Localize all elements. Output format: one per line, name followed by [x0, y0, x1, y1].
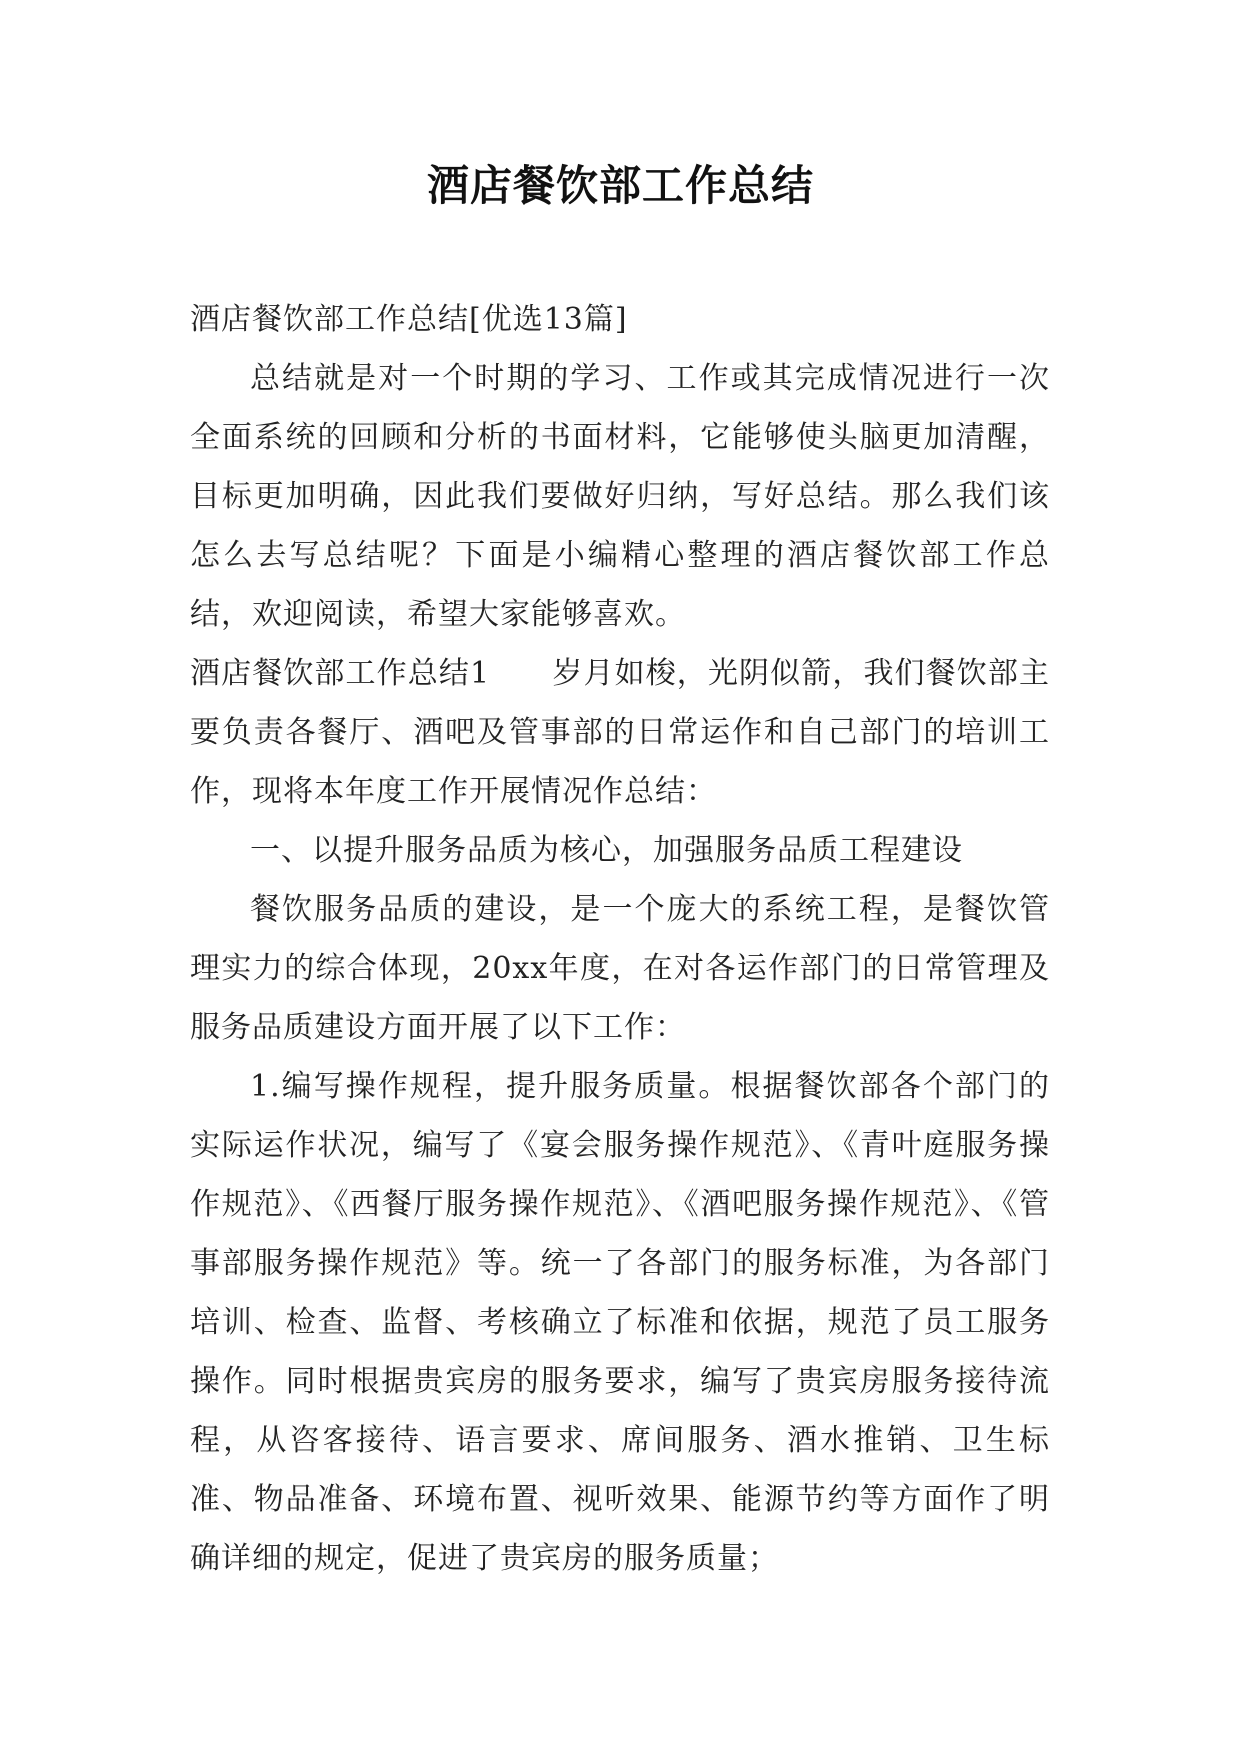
heading-1: 一、以提升服务品质为核心，加强服务品质工程建设 [250, 833, 963, 868]
subtitle-line: 酒店餐饮部工作总结[优选13篇] [190, 302, 628, 337]
quality-paragraph: 餐饮服务品质的建设，是一个庞大的系统工程，是餐饮管理实力的综合体现，20xx年度，在对各运作部门的日常管理及服务品质建设方面开展了以下工作： [190, 892, 1050, 1045]
item-1-paragraph: 1.编写操作规程，提升服务质量。根据餐饮部各个部门的实际运作状况，编写了《宴会服务操作规范》、《青叶庭服务操作规范》、《西餐厅服务操作规范》、《酒吧服务操作规范》、《管事部服务操作规范》等。统一了各部门的服务标准，为各部门培训、检查、监督、考核确立了标准和依据，规范了员工服务操作。同时根据贵宾房的服务要求，编写了贵宾房服务接待流程，从咨客接待、语言要求、席间服务、酒水推销、卫生标准、物品准备、环境布置、视听效果、能源节约等方面作了明确详细的规定，促进了贵宾房的服务质量； [190, 1069, 1050, 1576]
document-title: 酒店餐饮部工作总结 [426, 161, 814, 210]
document-body [190, 290, 1050, 1588]
section-1-paragraph: 酒店餐饮部工作总结1 岁月如梭，光阴似箭，我们餐饮部主要负责各餐厅、酒吧及管事部的日常运作和自己部门的培训工作，现将本年度工作开展情况作总结： [190, 656, 1050, 809]
intro-paragraph: 总结就是对一个时期的学习、工作或其完成情况进行一次全面系统的回顾和分析的书面材料，它能够使头脑更加清醒，目标更加明确，因此我们要做好归纳，写好总结。那么我们该怎么去写总结呢？下面是小编精心整理的酒店餐饮部工作总结，欢迎阅读，希望大家能够喜欢。 [190, 361, 1050, 632]
